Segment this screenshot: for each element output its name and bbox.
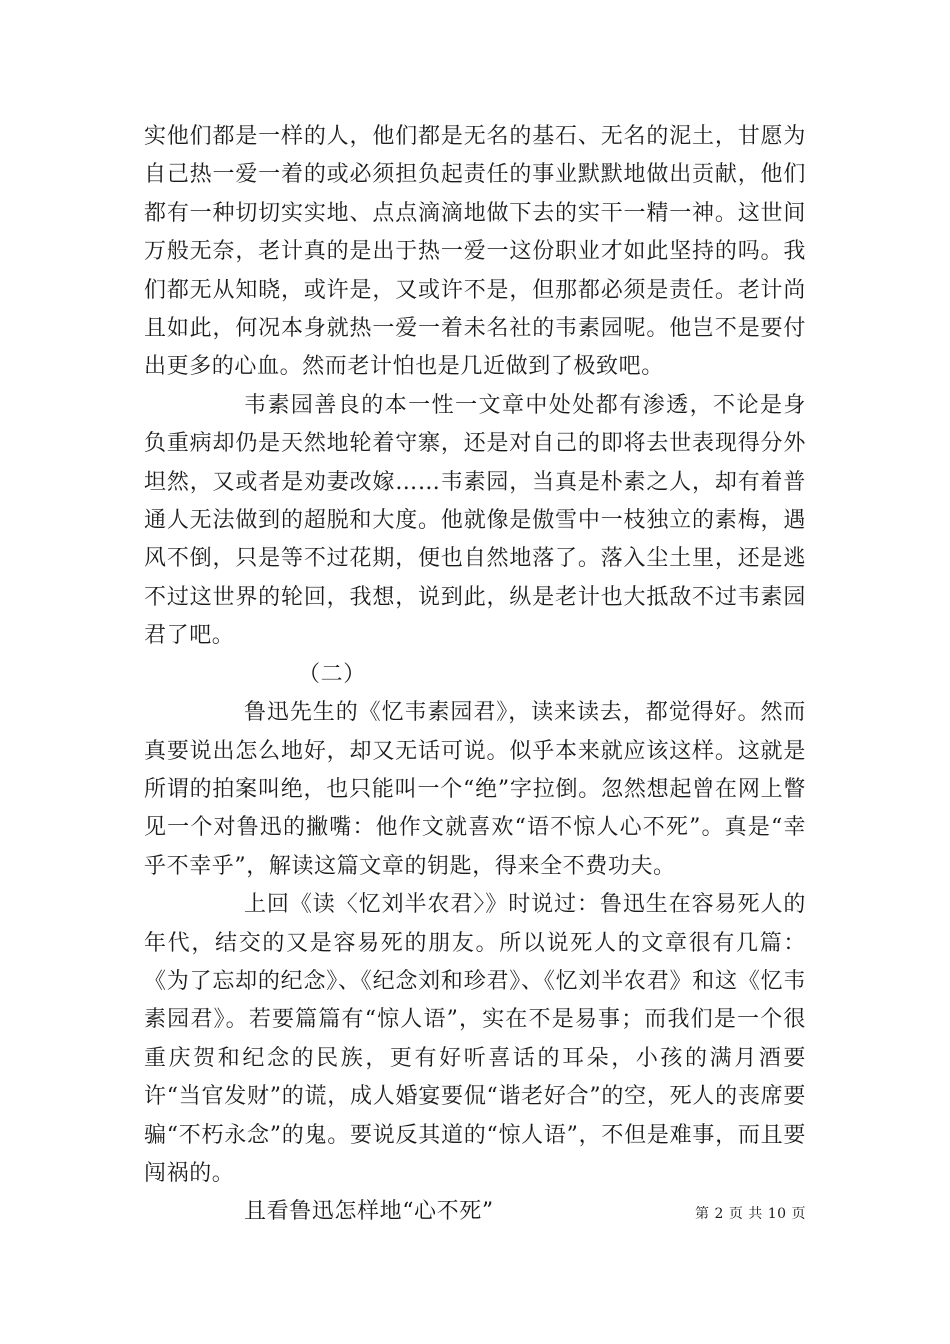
- paragraph-wei-suyuan-nature: 韦素园善良的本一性一文章中处处都有渗透，不论是身负重病却仍是天然地轮着守寨，还是对自己的即将去世表现得分外坦然，又或者是劝妻改嫁……韦素园，当真是朴素之人，却有着普通人无法做到的超脱和大度。他就像是傲雪中一枝独立的素梅，遇风不倒，只是等不过花期，便也自然地落了。落入尘土里，还是逃不过这世界的轮回，我想，说到此，纵是老计也大抵敌不过韦素园君了吧。: [144, 392, 806, 649]
- paragraph-previous-reading: 上回《读〈忆刘半农君〉》时说过：鲁迅生在容易死人的年代，结交的又是容易死的朋友。所以说死人的文章很有几篇：《为了忘却的纪念》、《纪念刘和珍君》、《忆刘半农君》和这《忆韦素园君》。若要篇篇有“惊人语”，实在不是易事；而我们是一个很重庆贺和纪念的民族，更有好听喜话的耳朵，小孩的满月酒要许“当官发财”的谎，成人婚宴要侃“谐老好合”的空，死人的丧席要骗“不朽永念”的鬼。要说反其道的“惊人语”，不但是难事，而且要闯祸的。: [144, 892, 806, 1186]
- page-number-footer: 第 2 页 共 10 页: [695, 1206, 806, 1222]
- paragraph-continuation: 实他们都是一样的人，他们都是无名的基石、无名的泥土，甘愿为自己热一爱一着的或必须担负起责任的事业默默地做出贡献，他们都有一种切切实实地、点点滴滴地做下去的实干一精一神。这世间万般无奈，老计真的是出于热一爱一这份职业才如此坚持的吗。我们都无从知晓，或许是，又或许不是，但那都必须是责任。老计尚且如此，何况本身就热一爱一着未名社的韦素园呢。他岂不是要付出更多的心血。然而老计怕也是几近做到了极致吧。: [144, 124, 806, 380]
- paragraph-lu-xun-essay: 鲁迅先生的《忆韦素园君》，读来读去，都觉得好。然而真要说出怎么地好，却又无话可说。似乎本来就应该这样。这就是所谓的拍案叫绝，也只能叫一个“绝”字拉倒。忽然想起曾在网上瞥见一个对鲁迅的撇嘴：他作文就喜欢“语不惊人心不死”。真是“幸乎不幸乎”，解读这篇文章的钥匙，得来全不费功夫。: [144, 700, 806, 879]
- document-body: [144, 118, 806, 1232]
- paragraph-closing-line: 且看鲁迅怎样地“心不死”: [244, 1199, 494, 1225]
- section-heading-two: （二）: [298, 661, 366, 687]
